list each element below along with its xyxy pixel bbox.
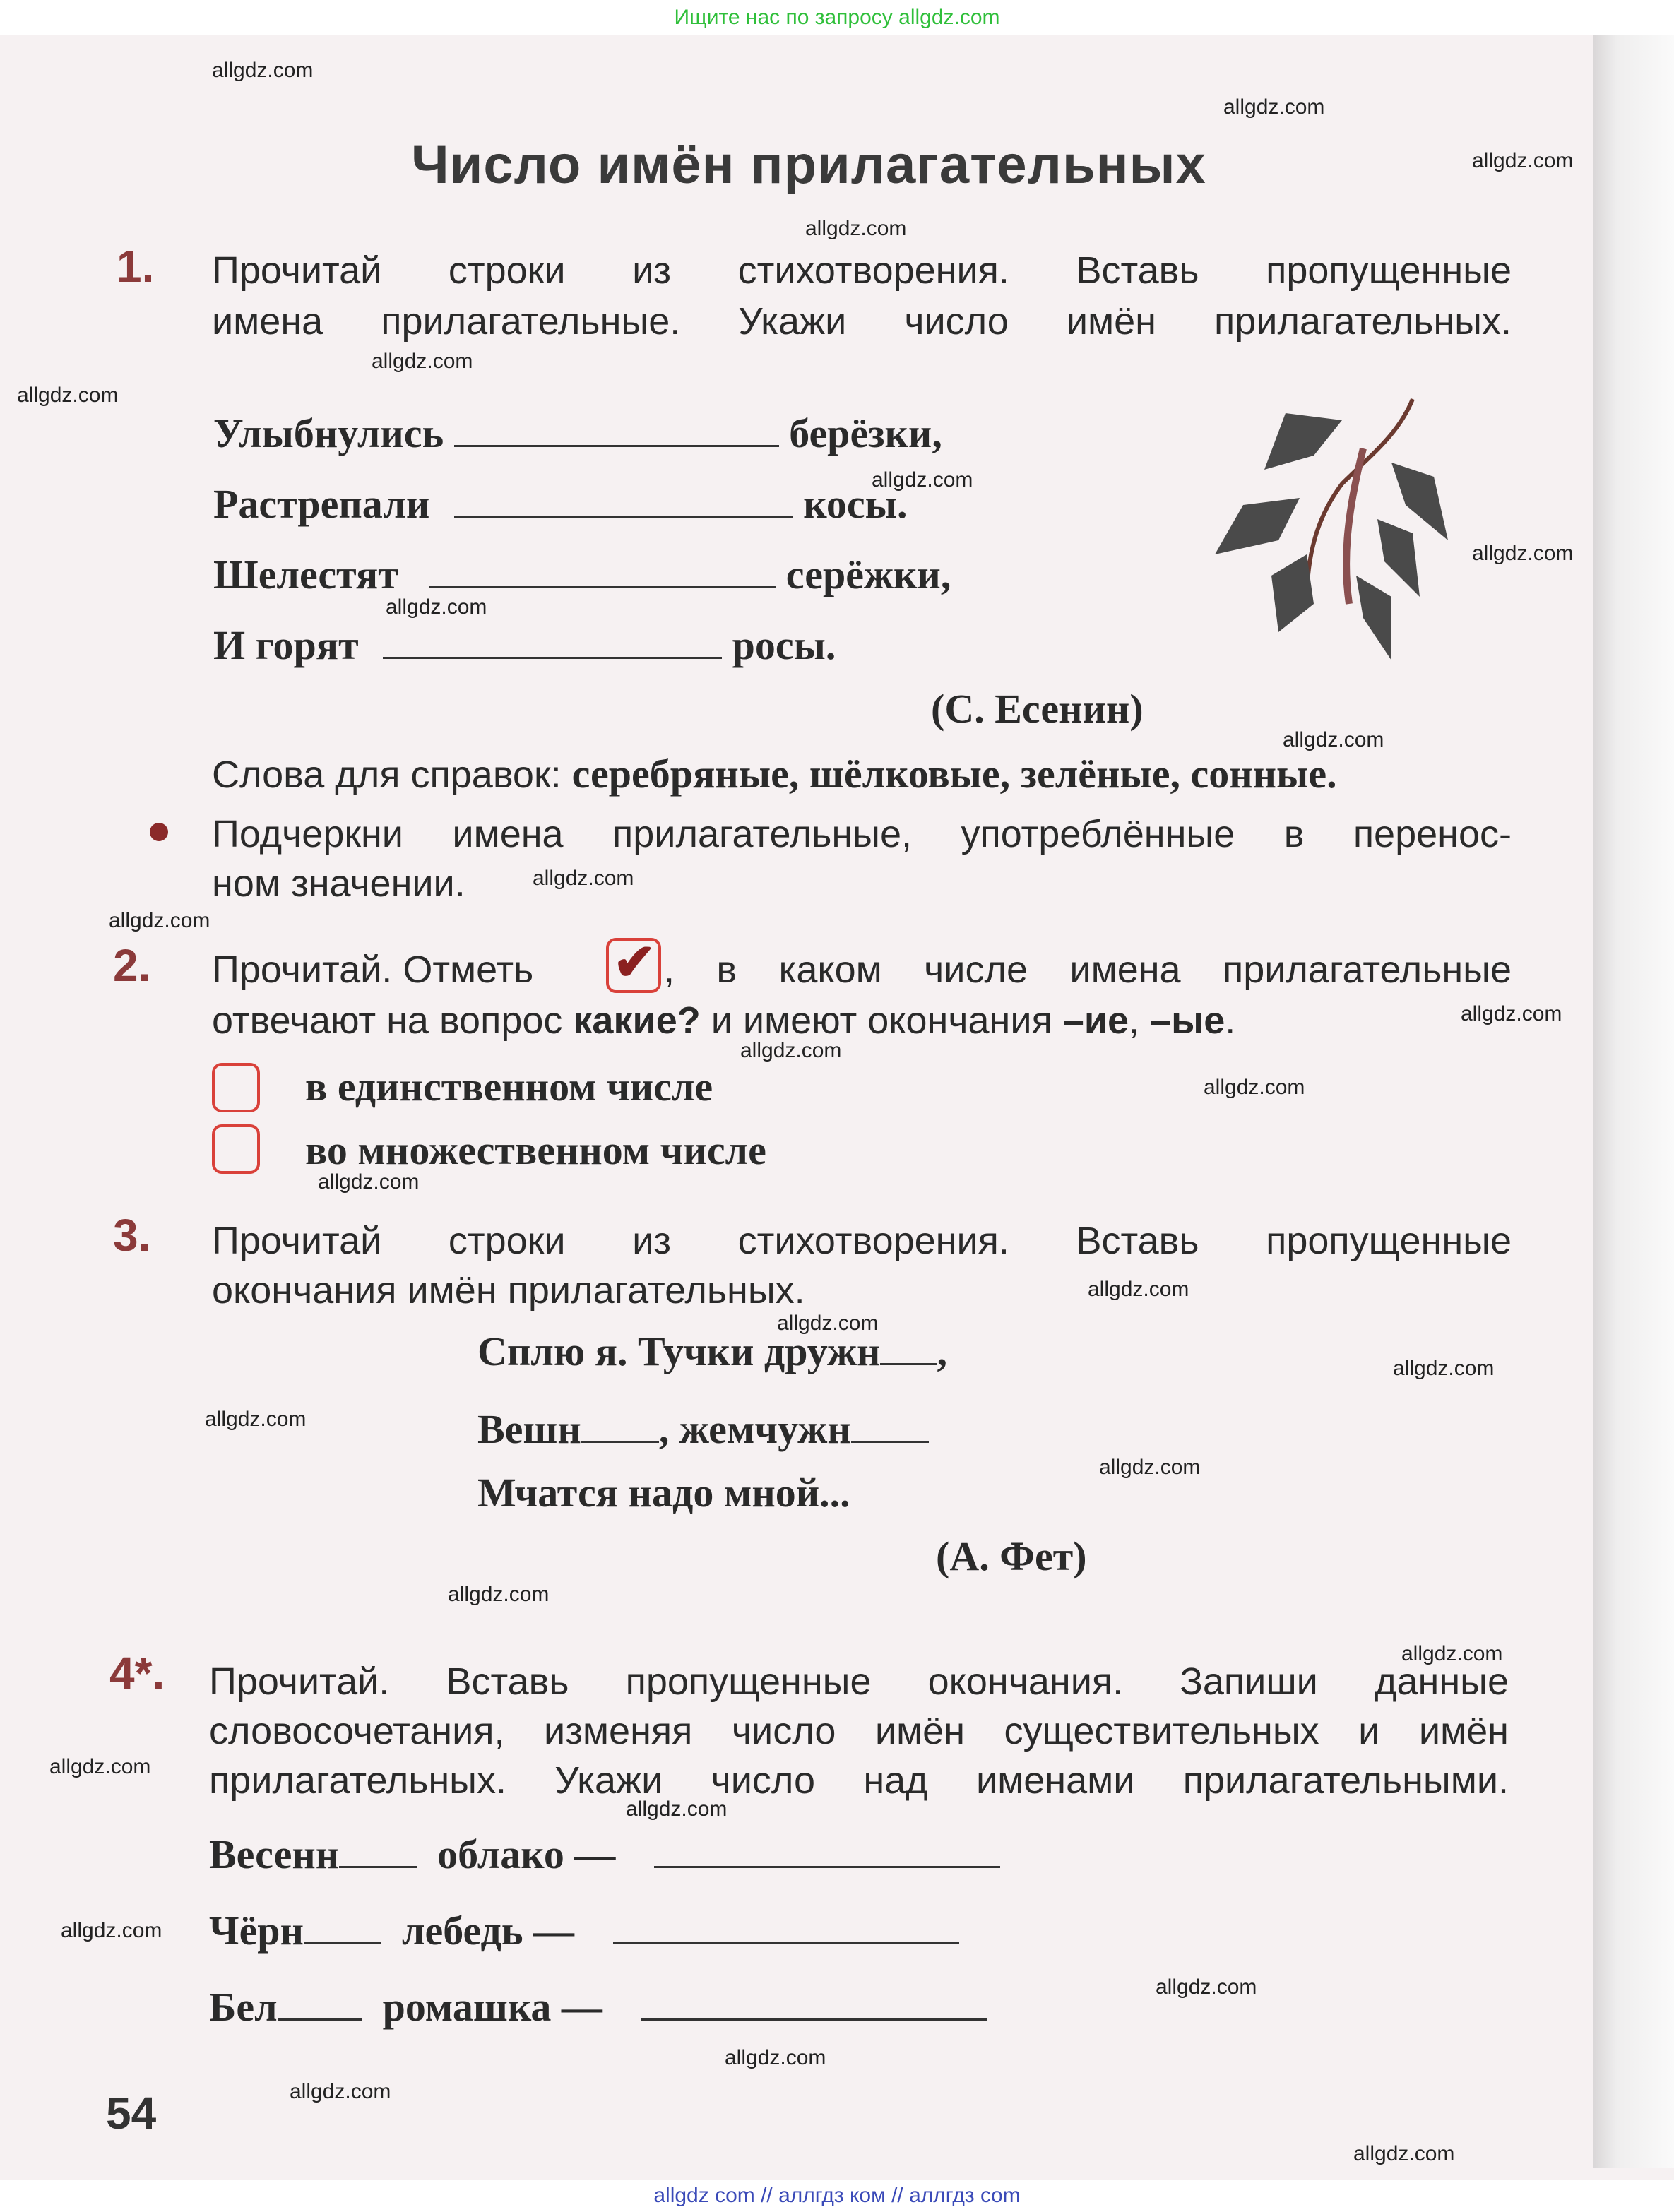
phrase-word: Чёрн — [209, 1908, 304, 1954]
poem-word: Шелестят — [213, 552, 398, 597]
answer-blank[interactable] — [654, 1866, 1000, 1868]
watermark: allgdz.com — [212, 59, 314, 82]
answer-blank[interactable] — [429, 586, 776, 588]
watermark: allgdz.com — [448, 1583, 550, 1606]
text: . — [1225, 999, 1236, 1042]
watermark: allgdz.com — [1088, 1278, 1189, 1301]
reference-words: серебряные, шёлковые, зелёные, сонные. — [571, 751, 1337, 797]
reference-label: Слова для справок: — [212, 754, 562, 796]
text: отвечают на вопрос — [212, 999, 574, 1042]
exercise-1-text-line: имена прилагательные. Укажи число имён прилагательных. — [212, 300, 1512, 343]
top-banner — [0, 0, 1674, 35]
poem-line — [213, 622, 836, 669]
poem-line — [213, 551, 951, 598]
page-title: Число имён прилагательных — [411, 135, 1206, 195]
watermark: allgdz.com — [290, 2080, 391, 2103]
checkmark-icon: ✔ — [613, 934, 656, 991]
poem-line — [477, 1405, 929, 1453]
exercise-3-text-line: Прочитай строки из стихотворения. Вставь пропущенные — [212, 1220, 1512, 1262]
watermark: allgdz.com — [725, 2046, 826, 2069]
phrase-word: Бел — [209, 1984, 278, 2030]
answer-blank[interactable] — [454, 516, 793, 518]
ending-blank[interactable] — [880, 1363, 937, 1365]
answer-blank[interactable] — [613, 1942, 959, 1944]
watermark: allgdz.com — [1099, 1456, 1201, 1479]
exercise-3-text-line: окончания имён прилагательных. — [212, 1269, 805, 1312]
ending-blank[interactable] — [278, 2018, 362, 2021]
poem-word: , жемчужн — [658, 1406, 851, 1452]
watermark: allgdz.com — [1156, 1975, 1257, 1999]
exercise-4-text-line: словосочетания, изменяя число имён существительных и имён — [209, 1710, 1509, 1752]
watermark: allgdz.com — [1393, 1357, 1495, 1380]
answer-blank[interactable] — [641, 2018, 987, 2021]
watermark: allgdz.com — [1461, 1002, 1562, 1025]
watermark: allgdz.com — [49, 1755, 151, 1778]
watermark: allgdz.com — [805, 217, 907, 240]
bottom-banner-text[interactable]: allgdz com // аллгдз ком // аллгдз com — [653, 2184, 1021, 2207]
page-fold — [1593, 35, 1674, 2168]
exercise-4-text-line: прилагательных. Укажи число над именами прилагательными. — [209, 1759, 1509, 1802]
answer-blank[interactable] — [454, 445, 779, 447]
phrase-word: Весенн — [209, 1831, 340, 1877]
watermark: allgdz.com — [109, 909, 210, 932]
ending-bold: –ие — [1062, 999, 1129, 1042]
watermark: allgdz.com — [777, 1312, 879, 1335]
option-singular-label: в единственном числе — [305, 1064, 713, 1110]
poem-line — [213, 480, 907, 528]
poem-word: Растрепали — [213, 481, 430, 527]
phrase-row — [209, 1907, 959, 1954]
watermark: allgdz.com — [533, 867, 634, 890]
ending-bold: –ые — [1150, 999, 1225, 1042]
watermark: allgdz.com — [1472, 542, 1574, 565]
poem-word: Вешн — [477, 1406, 581, 1452]
watermark: allgdz.com — [17, 383, 119, 407]
watermark: allgdz.com — [318, 1170, 420, 1194]
watermark: allgdz.com — [372, 350, 473, 373]
exercise-2-text: Прочитай. Отметь — [212, 949, 534, 991]
watermark: allgdz.com — [740, 1039, 842, 1062]
bottom-banner — [0, 2180, 1674, 2212]
watermark: allgdz.com — [386, 595, 487, 619]
poem-line — [213, 410, 942, 457]
exercise-3-number: 3. — [113, 1210, 151, 1261]
watermark: allgdz.com — [1204, 1076, 1305, 1099]
ending-blank[interactable] — [581, 1441, 659, 1443]
poem-word: , — [937, 1328, 947, 1374]
watermark: allgdz.com — [1283, 728, 1384, 751]
phrase-word: облако — — [437, 1831, 616, 1877]
watermark: allgdz.com — [1401, 1642, 1503, 1665]
check-sample-icon — [606, 934, 661, 993]
ending-blank[interactable] — [339, 1866, 417, 1868]
watermark: allgdz.com — [61, 1919, 162, 1942]
option-plural-label: во множественном числе — [305, 1127, 766, 1173]
poem-word: росы. — [732, 622, 836, 668]
text: и имеют окончания — [700, 999, 1063, 1042]
question-bold: какие? — [573, 999, 701, 1042]
phrase-row — [209, 1983, 987, 2030]
poem-word: косы. — [803, 481, 908, 527]
poem-author: (С. Есенин) — [931, 686, 1144, 732]
poem-word: И горят — [213, 622, 359, 668]
watermark: allgdz.com — [1223, 95, 1325, 119]
phrase-row — [209, 1831, 1000, 1878]
birch-branch-illustration — [1201, 392, 1462, 667]
exercise-2-text: , в каком числе имена прилагательные — [664, 949, 1512, 991]
reference-words-line — [212, 750, 1512, 797]
option-singular-checkbox[interactable] — [212, 1063, 260, 1112]
answer-blank[interactable] — [383, 657, 722, 659]
top-banner-text[interactable]: Ищите нас по запросу allgdz.com — [674, 6, 1000, 29]
phrase-word: ромашка — — [382, 1984, 602, 2030]
bullet-icon — [150, 823, 168, 841]
poem-word: Сплю я. Тучки дружн — [477, 1328, 881, 1374]
poem-line: Мчатся надо мной... — [477, 1470, 850, 1516]
exercise-1-number: 1. — [117, 241, 155, 292]
exercise-1-text-line: Прочитай строки из стихотворения. Вставь пропущенные — [212, 249, 1512, 292]
page-number: 54 — [106, 2088, 157, 2139]
poem-word: серёжки, — [785, 552, 951, 597]
watermark: allgdz.com — [1353, 2142, 1455, 2165]
poem-word: берёзки, — [789, 410, 942, 456]
poem-word: Улыбнулись — [213, 410, 444, 456]
watermark: allgdz.com — [1472, 149, 1574, 172]
watermark: allgdz.com — [872, 468, 973, 492]
exercise-2-number: 2. — [113, 940, 151, 991]
watermark: allgdz.com — [205, 1408, 307, 1431]
bullet-task-line: Подчеркни имена прилагательные, употреблённые в перенос- — [212, 813, 1512, 855]
ending-blank[interactable] — [304, 1942, 381, 1944]
bullet-task-line: ном значении. — [212, 862, 465, 905]
text: , — [1129, 999, 1151, 1042]
exercise-4-text-line: Прочитай. Вставь пропущенные окончания. Запиши данные — [209, 1660, 1509, 1703]
phrase-word: лебедь — — [401, 1908, 574, 1954]
exercise-4-number: 4*. — [109, 1648, 165, 1699]
option-plural-checkbox[interactable] — [212, 1124, 260, 1174]
poem-author: (А. Фет) — [936, 1533, 1087, 1579]
exercise-2-text — [212, 999, 1512, 1042]
watermark: allgdz.com — [626, 1797, 728, 1821]
ending-blank[interactable] — [851, 1441, 929, 1443]
